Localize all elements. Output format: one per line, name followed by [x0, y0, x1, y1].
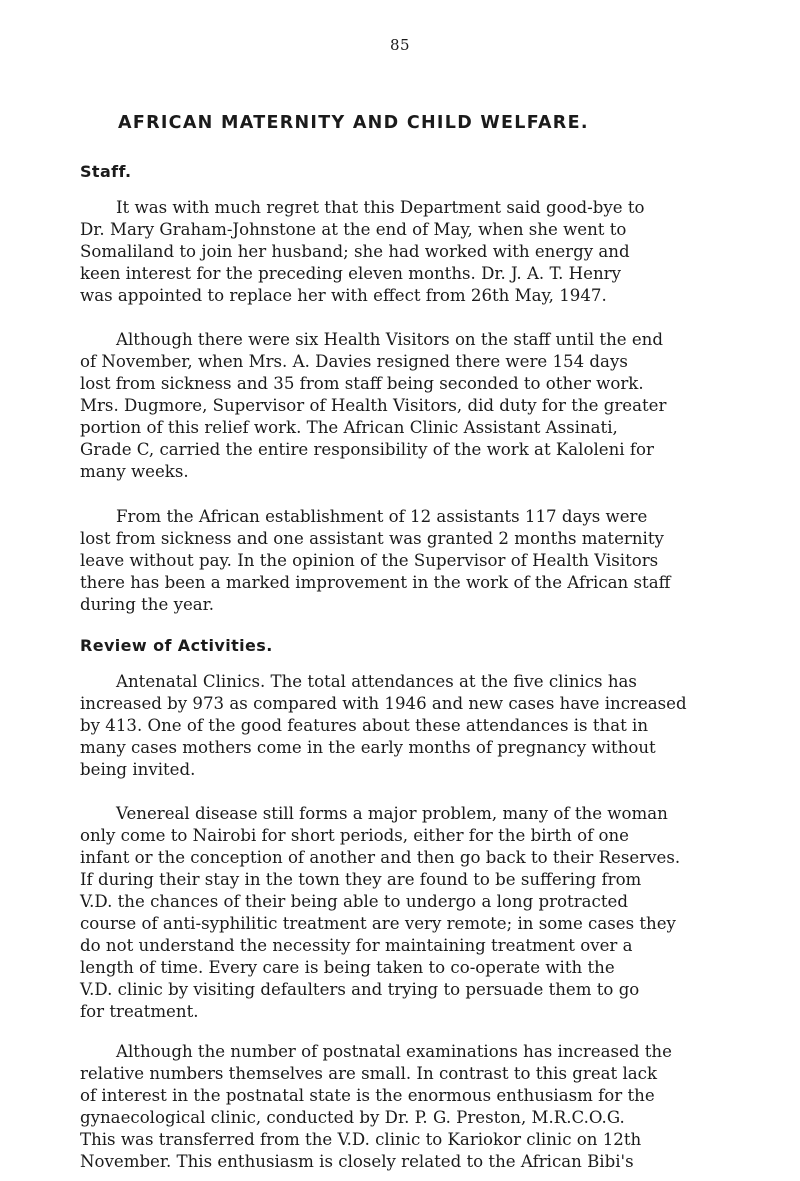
text-line: of interest in the postnatal state is the enormous enthusiasm for the: [80, 1086, 655, 1105]
text-line: course of anti-syphilitic treatment are very remote; in some cases they: [80, 914, 676, 933]
text-line: for treatment.: [80, 1002, 199, 1021]
text-line: Although there were six Health Visitors on the staff until the end: [116, 330, 663, 349]
text-line: many weeks.: [80, 462, 189, 481]
text-line: length of time. Every care is being taken to co-operate with the: [80, 958, 615, 977]
page-title: AFRICAN MATERNITY AND CHILD WELFARE.: [118, 113, 589, 133]
text-line: Venereal disease still forms a major problem, many of the woman: [116, 804, 668, 823]
text-line: Although the number of postnatal examinations has increased the: [116, 1042, 672, 1061]
paragraph-staff-3: [80, 506, 720, 616]
text-line: November. This enthusiasm is closely related to the African Bibi's: [80, 1152, 634, 1171]
text-line: increased by 973 as compared with 1946 and new cases have increased: [80, 694, 687, 713]
text-line: gynaecological clinic, conducted by Dr. P. G. Preston, M.R.C.O.G.: [80, 1108, 625, 1127]
paragraph-review-1: [80, 671, 720, 781]
text-line: leave without pay. In the opinion of the Supervisor of Health Visitors: [80, 551, 659, 570]
text-line: V.D. clinic by visiting defaulters and trying to persuade them to go: [80, 980, 640, 999]
text-line: keen interest for the preceding eleven months. Dr. J. A. T. Henry: [80, 264, 621, 283]
section-heading-review: Review of Activities.: [80, 636, 273, 655]
text-line: Somaliland to join her husband; she had worked with energy and: [80, 242, 630, 261]
text-line: lost from sickness and 35 from staff being seconded to other work.: [80, 374, 644, 393]
text-line: Antenatal Clinics. The total attendances at the five clinics has: [116, 672, 637, 691]
paragraph-review-3: [80, 1041, 720, 1173]
text-line: If during their stay in the town they are found to be suffering from: [80, 870, 642, 889]
text-line: during the year.: [80, 595, 215, 614]
text-line: Mrs. Dugmore, Supervisor of Health Visitors, did duty for the greater: [80, 396, 667, 415]
text-line: by 413. One of the good features about these attendances is that in: [80, 716, 649, 735]
paragraph-review-2: [80, 803, 720, 1023]
text-line: was appointed to replace her with effect from 26th May, 1947.: [80, 286, 607, 305]
text-line: do not understand the necessity for maintaining treatment over a: [80, 936, 633, 955]
text-line: From the African establishment of 12 assistants 117 days were: [116, 507, 648, 526]
text-line: It was with much regret that this Department said good-bye to: [116, 198, 645, 217]
text-line: V.D. the chances of their being able to undergo a long protracted: [80, 892, 628, 911]
section-heading-staff: Staff.: [80, 162, 132, 181]
text-line: being invited.: [80, 760, 196, 779]
text-line: lost from sickness and one assistant was granted 2 months maternity: [80, 529, 664, 548]
paragraph-staff-1: [80, 197, 720, 307]
text-line: Grade C, carried the entire responsibility of the work at Kaloleni for: [80, 440, 654, 459]
text-line: This was transferred from the V.D. clinic to Kariokor clinic on 12th: [80, 1130, 642, 1149]
text-line: infant or the conception of another and then go back to their Reserves.: [80, 848, 681, 867]
text-line: Dr. Mary Graham-Johnstone at the end of May, when she went to: [80, 220, 627, 239]
text-line: only come to Nairobi for short periods, either for the birth of one: [80, 826, 629, 845]
text-line: there has been a marked improvement in the work of the African staff: [80, 573, 671, 592]
page-number: 85: [389, 36, 411, 54]
text-line: many cases mothers come in the early months of pregnancy without: [80, 738, 656, 757]
text-line: portion of this relief work. The African Clinic Assistant Assinati,: [80, 418, 618, 437]
text-line: of November, when Mrs. A. Davies resigned there were 154 days: [80, 352, 628, 371]
text-line: relative numbers themselves are small. In contrast to this great lack: [80, 1064, 658, 1083]
paragraph-staff-2: [80, 329, 720, 483]
